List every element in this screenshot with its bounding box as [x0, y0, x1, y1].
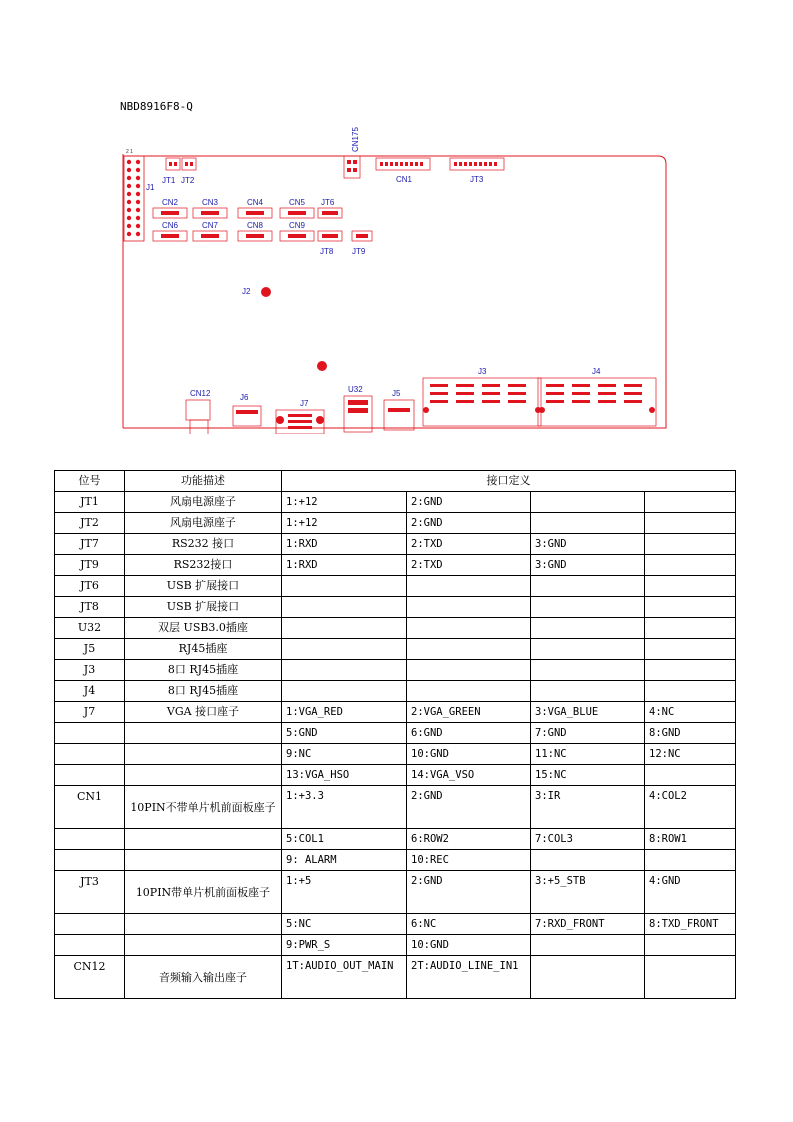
svg-text:JT1: JT1: [162, 176, 176, 185]
cell-function: RS232 接口: [125, 534, 282, 555]
cell-pin: 12:NC: [645, 744, 736, 765]
svg-text:CN175: CN175: [351, 127, 360, 152]
cell-ref: J7: [55, 702, 125, 723]
table-row: [55, 765, 736, 786]
cell-function: [125, 765, 282, 786]
cell-pin: 10:REC: [407, 850, 531, 871]
cell-pin: 15:NC: [531, 765, 645, 786]
svg-text:CN8: CN8: [247, 221, 264, 230]
cell-pin: [645, 660, 736, 681]
table-row: [55, 956, 736, 999]
cell-ref: JT8: [55, 597, 125, 618]
cell-function: [125, 850, 282, 871]
cell-pin: 10:GND: [407, 744, 531, 765]
cell-pin: [531, 660, 645, 681]
cell-pin: [645, 576, 736, 597]
svg-text:JT6: JT6: [321, 198, 335, 207]
cell-ref: JT7: [55, 534, 125, 555]
cell-function: RJ45插座: [125, 639, 282, 660]
cell-pin: [407, 576, 531, 597]
cell-pin: [645, 639, 736, 660]
table-row: [55, 660, 736, 681]
cell-pin: 5:COL1: [282, 829, 407, 850]
table-row: [55, 786, 736, 829]
cell-ref: [55, 744, 125, 765]
cell-ref: JT2: [55, 513, 125, 534]
cell-pin: [407, 597, 531, 618]
cell-pin: 3:+5_STB: [531, 871, 645, 914]
svg-text:JT9: JT9: [352, 247, 366, 256]
svg-text:CN4: CN4: [247, 198, 264, 207]
cell-pin: 7:GND: [531, 723, 645, 744]
cell-ref: [55, 935, 125, 956]
svg-text:J6: J6: [240, 393, 249, 402]
cell-pin: [407, 618, 531, 639]
cell-function: 音频输入输出座子: [125, 956, 282, 999]
svg-text:CN7: CN7: [202, 221, 219, 230]
table-row: [55, 492, 736, 513]
cell-pin: 1T:AUDIO_OUT_MAIN: [282, 956, 407, 999]
cell-pin: 2:TXD: [407, 534, 531, 555]
cell-function: [125, 914, 282, 935]
cell-pin: 4:NC: [645, 702, 736, 723]
cell-ref: [55, 829, 125, 850]
header-ref: 位号: [55, 471, 125, 492]
table-row: [55, 534, 736, 555]
cell-pin: 7:COL3: [531, 829, 645, 850]
document-id: NBD8916F8-Q: [120, 100, 193, 113]
svg-text:CN2: CN2: [162, 198, 179, 207]
cell-ref: JT1: [55, 492, 125, 513]
cell-pin: 3:IR: [531, 786, 645, 829]
table-row: [55, 597, 736, 618]
table-header-row: [55, 471, 736, 492]
svg-text:J4: J4: [592, 367, 601, 376]
cell-ref: CN12: [55, 956, 125, 999]
cell-pin: [531, 935, 645, 956]
cell-pin: [645, 555, 736, 576]
table-row: [55, 576, 736, 597]
cell-ref: J3: [55, 660, 125, 681]
svg-text:J1: J1: [146, 183, 155, 192]
cell-pin: [407, 639, 531, 660]
svg-text:CN5: CN5: [289, 198, 306, 207]
cell-pin: [282, 639, 407, 660]
cell-pin: 4:GND: [645, 871, 736, 914]
cell-pin: 1:+12: [282, 492, 407, 513]
cell-pin: [531, 850, 645, 871]
table-row: [55, 871, 736, 914]
cell-ref: [55, 914, 125, 935]
interface-definition-table: [54, 470, 736, 999]
cell-pin: 3:GND: [531, 534, 645, 555]
cell-pin: 2:GND: [407, 492, 531, 513]
cell-pin: 6:GND: [407, 723, 531, 744]
table-row: [55, 702, 736, 723]
cell-pin: 6:NC: [407, 914, 531, 935]
cell-ref: J4: [55, 681, 125, 702]
cell-pin: 2T:AUDIO_LINE_IN1: [407, 956, 531, 999]
cell-pin: 1:RXD: [282, 534, 407, 555]
svg-text:2 1: 2 1: [126, 149, 133, 155]
cell-pin: 2:GND: [407, 871, 531, 914]
pcb-layout-drawing: [118, 116, 670, 434]
table-row: [55, 681, 736, 702]
cell-pin: 9: ALARM: [282, 850, 407, 871]
cell-function: USB 扩展接口: [125, 576, 282, 597]
cell-pin: [531, 618, 645, 639]
cell-pin: 3:VGA_BLUE: [531, 702, 645, 723]
cell-pin: [645, 492, 736, 513]
cell-pin: [407, 681, 531, 702]
cell-pin: [531, 513, 645, 534]
cell-pin: 14:VGA_VSO: [407, 765, 531, 786]
cell-function: [125, 829, 282, 850]
cell-pin: 1:RXD: [282, 555, 407, 576]
cell-pin: [645, 681, 736, 702]
cell-pin: [645, 618, 736, 639]
cell-function: 风扇电源座子: [125, 513, 282, 534]
cell-pin: [645, 513, 736, 534]
cell-pin: 1:+3.3: [282, 786, 407, 829]
svg-text:JT3: JT3: [470, 175, 484, 184]
cell-pin: 4:COL2: [645, 786, 736, 829]
cell-ref: [55, 765, 125, 786]
svg-text:CN12: CN12: [190, 389, 211, 398]
cell-pin: 6:ROW2: [407, 829, 531, 850]
cell-pin: 8:ROW1: [645, 829, 736, 850]
cell-function: 风扇电源座子: [125, 492, 282, 513]
cell-function: 8口 RJ45插座: [125, 660, 282, 681]
svg-text:CN1: CN1: [396, 175, 413, 184]
svg-text:J2: J2: [242, 287, 251, 296]
cell-pin: [282, 576, 407, 597]
cell-function: [125, 723, 282, 744]
header-interface: 接口定义: [282, 471, 736, 492]
table-row: [55, 914, 736, 935]
table-row: [55, 935, 736, 956]
table-row: [55, 639, 736, 660]
svg-text:CN6: CN6: [162, 221, 179, 230]
cell-ref: [55, 723, 125, 744]
cell-pin: 2:VGA_GREEN: [407, 702, 531, 723]
cell-pin: 13:VGA_HSO: [282, 765, 407, 786]
cell-pin: 2:TXD: [407, 555, 531, 576]
cell-ref: CN1: [55, 786, 125, 829]
cell-pin: 7:RXD_FRONT: [531, 914, 645, 935]
svg-text:J3: J3: [478, 367, 487, 376]
cell-function: 10PIN不带单片机前面板座子: [125, 786, 282, 829]
cell-pin: 9:NC: [282, 744, 407, 765]
cell-pin: [531, 956, 645, 999]
svg-text:JT8: JT8: [320, 247, 334, 256]
cell-pin: [407, 660, 531, 681]
cell-function: [125, 935, 282, 956]
cell-pin: [645, 534, 736, 555]
cell-pin: 1:+12: [282, 513, 407, 534]
cell-function: USB 扩展接口: [125, 597, 282, 618]
cell-pin: 11:NC: [531, 744, 645, 765]
cell-pin: 2:GND: [407, 786, 531, 829]
cell-pin: [645, 935, 736, 956]
cell-function: VGA 接口座子: [125, 702, 282, 723]
svg-text:CN9: CN9: [289, 221, 306, 230]
cell-pin: 8:TXD_FRONT: [645, 914, 736, 935]
table-row: [55, 555, 736, 576]
cell-pin: [531, 492, 645, 513]
cell-pin: [282, 681, 407, 702]
cell-pin: [645, 850, 736, 871]
svg-text:CN3: CN3: [202, 198, 219, 207]
svg-text:U32: U32: [348, 385, 363, 394]
svg-text:J7: J7: [300, 399, 309, 408]
cell-pin: [645, 956, 736, 999]
cell-pin: 9:PWR_S: [282, 935, 407, 956]
cell-pin: 5:GND: [282, 723, 407, 744]
cell-ref: U32: [55, 618, 125, 639]
cell-function: 10PIN带单片机前面板座子: [125, 871, 282, 914]
svg-text:JT2: JT2: [181, 176, 195, 185]
cell-pin: 5:NC: [282, 914, 407, 935]
cell-ref: JT6: [55, 576, 125, 597]
cell-pin: [531, 597, 645, 618]
cell-pin: [645, 597, 736, 618]
cell-pin: [531, 576, 645, 597]
table-row: [55, 513, 736, 534]
cell-pin: [645, 765, 736, 786]
cell-pin: [282, 618, 407, 639]
cell-function: 8口 RJ45插座: [125, 681, 282, 702]
table-row: [55, 744, 736, 765]
cell-pin: 3:GND: [531, 555, 645, 576]
cell-ref: JT3: [55, 871, 125, 914]
cell-pin: 10:GND: [407, 935, 531, 956]
svg-text:J5: J5: [392, 389, 401, 398]
cell-ref: JT9: [55, 555, 125, 576]
cell-function: 双层 USB3.0插座: [125, 618, 282, 639]
header-function: 功能描述: [125, 471, 282, 492]
cell-pin: 8:GND: [645, 723, 736, 744]
cell-ref: [55, 850, 125, 871]
cell-function: RS232接口: [125, 555, 282, 576]
table-row: [55, 850, 736, 871]
table-row: [55, 829, 736, 850]
table-row: [55, 618, 736, 639]
cell-pin: [282, 660, 407, 681]
cell-function: [125, 744, 282, 765]
cell-ref: J5: [55, 639, 125, 660]
cell-pin: [531, 681, 645, 702]
cell-pin: 1:+5: [282, 871, 407, 914]
cell-pin: 1:VGA_RED: [282, 702, 407, 723]
cell-pin: [282, 597, 407, 618]
cell-pin: [531, 639, 645, 660]
cell-pin: 2:GND: [407, 513, 531, 534]
table-row: [55, 723, 736, 744]
